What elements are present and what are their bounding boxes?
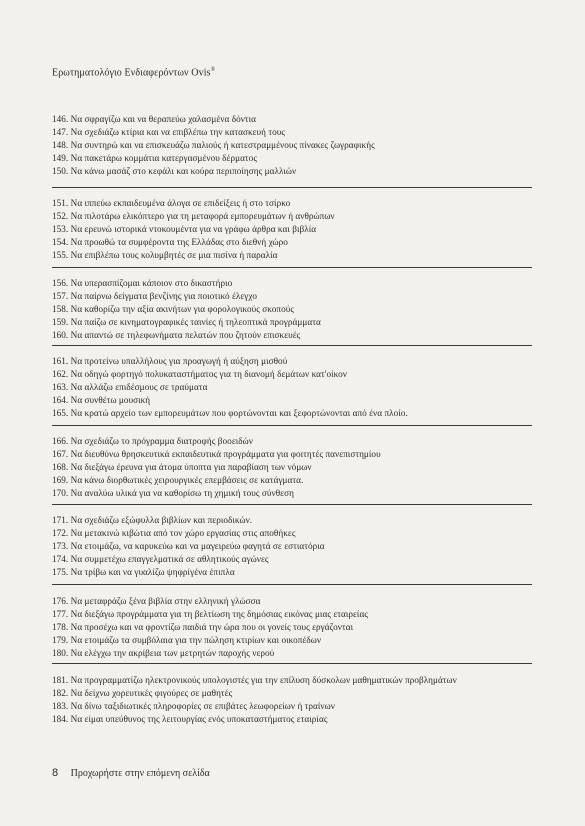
item-text: Να απαντώ σε τηλεφωνήματα πελατών που ζητούν επισκευές (70, 330, 301, 340)
list-item (52, 355, 530, 368)
list-item (52, 152, 530, 165)
item-number: 150. (52, 166, 69, 176)
item-number: 183. (52, 701, 69, 711)
item-text: Να προτείνω υπαλλήλους για προαγωγή ή αύξηση μισθού (70, 356, 288, 366)
item-number: 159. (52, 317, 69, 327)
section-divider (52, 345, 532, 346)
item-text: Να ιππεύω εκπαιδευμένα άλογα σε επιδείξεις ή στο τσίρκο (70, 198, 291, 208)
item-text: Να κάνω διορθωτικές χειρουργικές επεμβάσεις σε κατάγματα. (70, 475, 304, 485)
item-text: Να πακετάρω κομμάτια κατεργασμένου δέρματος (70, 153, 258, 163)
item-number: 149. (52, 153, 69, 163)
item-group (52, 355, 530, 420)
item-text: Να ερευνώ ιστορικά ντοκουμέντα για να γράφω άρθρα και βιβλία (70, 224, 317, 234)
item-text: Να σχεδιάζω εξώφυλλα βιβλίων και περιοδικών. (70, 515, 253, 525)
section-divider (52, 504, 532, 505)
item-text: Να διευθύνω θρησκευτικά εκπαιδευτικά προγράμματα για φοιτητές πανεπιστημίου (70, 449, 381, 459)
item-group (52, 113, 530, 178)
item-number: 157. (52, 291, 69, 301)
item-number: 171. (52, 515, 69, 525)
section-divider (52, 425, 532, 426)
item-text: Να οδηγώ φορτηγό πολυκαταστήματος για τη διανομή δεμάτων κατ'οίκον (70, 369, 347, 379)
item-text: Να συντηρώ και να επισκευάζω παλιούς ή κατεστραμμένους πίνακες ζωγραφικής (70, 140, 375, 150)
item-text: Να δείχνω χορευτικές φιγούρες σε μαθητές (70, 688, 233, 698)
list-item (52, 139, 530, 152)
item-text: Να προγραμματίζω ηλεκτρονικούς υπολογιστές για την επίλυση δύσκολων μαθηματικών προβλημάτων (70, 675, 457, 685)
list-item (52, 595, 530, 608)
list-item (52, 687, 530, 700)
item-number: 161. (52, 356, 69, 366)
section-divider (52, 187, 532, 188)
item-text: Να ετοιμάζω, να καρυκεύω και να μαγειρεύω φαγητά σε εστιατόρια (70, 541, 325, 551)
list-item (52, 249, 530, 262)
list-item (52, 474, 530, 487)
item-number: 177. (52, 609, 69, 619)
item-number: 179. (52, 635, 69, 645)
item-text: Να μετακινώ κιβώτια από τον χώρο εργασίας στις αποθήκες (70, 528, 296, 538)
item-number: 184. (52, 714, 69, 724)
list-item (52, 394, 530, 407)
item-number: 154. (52, 237, 69, 247)
item-text: Να σχεδιάζω κτίρια και να επιβλέπω την κατασκευή τους (70, 127, 286, 137)
list-item (52, 514, 530, 527)
list-item (52, 700, 530, 713)
list-item (52, 210, 530, 223)
item-text: Να μεταφράζω ξένα βιβλία στην ελληνική γλώσσα (70, 596, 261, 606)
item-text: Να παίζω σε κινηματογραφικές ταινίες ή τηλεοπτικά προγράμματα (70, 317, 321, 327)
item-number: 148. (52, 140, 69, 150)
item-text: Να τρίβω και να γυαλίζω ψηφρίγένα έπιπλα (70, 567, 235, 577)
item-text: Να αλλάζω επιδέσμους σε τραύματα (70, 382, 208, 392)
item-number: 166. (52, 436, 69, 446)
section-divider (52, 267, 532, 268)
item-text: Να σχεδιάζω το πρόγραμμα διατροφής βοοειδών (70, 436, 253, 446)
list-item (52, 407, 530, 420)
item-text: Να προωθώ τα συμφέροντα της Ελλάδας στο διεθνή χώρο (70, 237, 288, 247)
item-number: 146. (52, 114, 69, 124)
section-divider (52, 584, 532, 585)
item-text: Να κρατώ αρχείο των εμπορευμάτων που φορτώνονται και ξεφορτώνονται από ένα πλοίο. (70, 408, 408, 418)
list-item (52, 566, 530, 579)
item-number: 167. (52, 449, 69, 459)
continue-note: Προχωρήστε στην επόμενη σελίδα (70, 768, 210, 779)
list-item (52, 448, 530, 461)
item-text: Να υπερασπίζομαι κάποιον στο δικαστήριο (70, 278, 233, 288)
list-item (52, 435, 530, 448)
item-group (52, 197, 530, 262)
item-group (52, 514, 530, 579)
item-number: 155. (52, 250, 69, 260)
list-item (52, 527, 530, 540)
list-item (52, 126, 530, 139)
list-item (52, 197, 530, 210)
item-number: 172. (52, 528, 69, 538)
item-text: Να σφραγίζω και να θεραπεύω χαλασμένα δόντια (70, 114, 257, 124)
item-number: 153. (52, 224, 69, 234)
list-item (52, 634, 530, 647)
list-item (52, 381, 530, 394)
item-text: Να δίνω ταξιδιωτικές πληροφορίες σε επιβάτες λεωφορείων ή τραίνων (70, 701, 335, 711)
item-number: 151. (52, 198, 69, 208)
item-number: 156. (52, 278, 69, 288)
item-number: 163. (52, 382, 69, 392)
list-item (52, 487, 530, 500)
item-number: 175. (52, 567, 69, 577)
page-number: 8 (52, 767, 59, 779)
item-number: 158. (52, 304, 69, 314)
list-item (52, 165, 530, 178)
list-item (52, 223, 530, 236)
item-number: 176. (52, 596, 69, 606)
item-text: Να καθορίζω την αξία ακινήτων για φορολογικούς σκοπούς (70, 304, 295, 314)
item-number: 165. (52, 408, 69, 418)
item-number: 169. (52, 475, 69, 485)
item-number: 170. (52, 488, 69, 498)
item-number: 173. (52, 541, 69, 551)
item-text: Να διεξάγω προγράμματα για τη βελτίωση της δημόσιας εικόνας μιας εταιρείας (70, 609, 369, 619)
item-number: 182. (52, 688, 69, 698)
list-item (52, 608, 530, 621)
item-number: 181. (52, 675, 69, 685)
item-text: Να πιλοτάρω ελικόπτερο για τη μεταφορά εμπορευμάτων ή ανθρώπων (70, 211, 335, 221)
item-text: Να αναλύω υλικά για να καθορίσω τη χημική τους σύνθεση (70, 488, 294, 498)
list-item (52, 303, 530, 316)
section-divider (52, 663, 532, 664)
item-group (52, 595, 530, 660)
item-text: Να συνθέτω μουσική (70, 395, 151, 405)
list-item (52, 647, 530, 660)
list-item (52, 540, 530, 553)
list-item (52, 368, 530, 381)
list-item (52, 236, 530, 249)
item-group (52, 277, 530, 342)
list-item (52, 553, 530, 566)
item-text: Να είμαι υπεύθυνος της λειτουργίας ενός υποκαταστήματος εταιρίας (70, 714, 328, 724)
item-number: 174. (52, 554, 69, 564)
item-text: Να ετοιμάζω τα συμβόλαια για την πώληση κτιρίων και οικοπέδων (70, 635, 322, 645)
item-text: Να παίρνω δείγματα βενζίνης για ποιοτικό έλεγχο (70, 291, 257, 301)
item-text: Να επιβλέπω τους κολυμβητές σε μια πισίνα ή παραλία (70, 250, 278, 260)
item-number: 152. (52, 211, 69, 221)
registered-mark: ® (210, 67, 216, 73)
list-item (52, 290, 530, 303)
list-item (52, 621, 530, 634)
page-header (52, 67, 215, 78)
list-item (52, 277, 530, 290)
list-item (52, 113, 530, 126)
item-number: 147. (52, 127, 69, 137)
header-title: Ερωτηματολόγιο Ενδιαφερόντων Ovis (52, 67, 211, 79)
item-text: Να συμμετέχω επαγγελματικά σε αθλητικούς αγώνες (70, 554, 269, 564)
item-number: 180. (52, 648, 69, 658)
item-number: 164. (52, 395, 69, 405)
item-group (52, 674, 530, 726)
item-number: 160. (52, 330, 69, 340)
page-footer (52, 767, 210, 779)
item-text: Να διεξάγω έρευνα για άτομα ύποπτα για παραβίαση των νόμων (70, 462, 312, 472)
list-item (52, 674, 530, 687)
list-item (52, 329, 530, 342)
item-text: Να κάνω μασάζ στο κεφάλι και κούρα περιποίησης μαλλιών (70, 166, 297, 176)
item-text: Να προσέχω και να φροντίζω παιδιά την ώρα που οι γονείς τους εργάζονται (70, 622, 354, 632)
item-number: 162. (52, 369, 69, 379)
list-item (52, 461, 530, 474)
list-item (52, 316, 530, 329)
item-text: Να ελέγχω την ακρίβεια των μετρητών παροχής νερού (70, 648, 275, 658)
item-group (52, 435, 530, 500)
item-number: 168. (52, 462, 69, 472)
item-number: 178. (52, 622, 69, 632)
list-item (52, 713, 530, 726)
